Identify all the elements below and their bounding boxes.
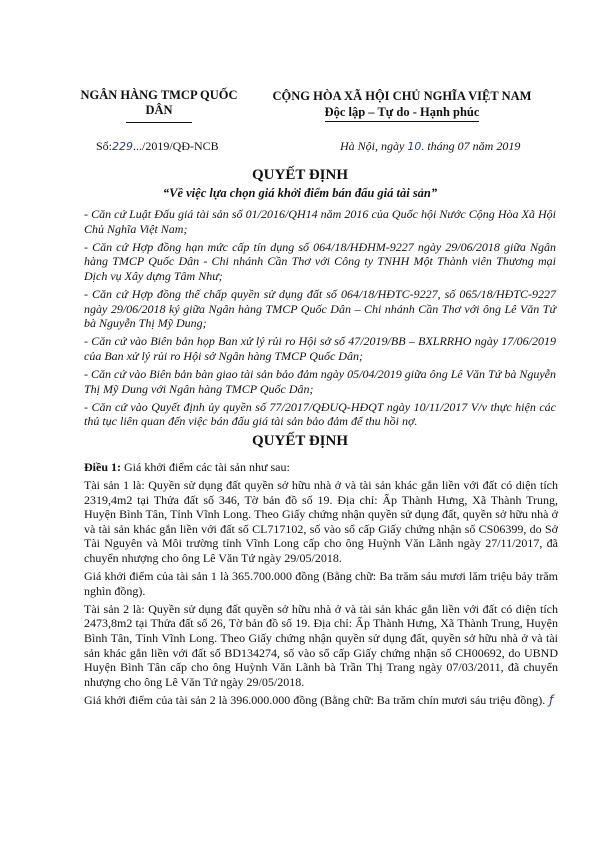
issuer-line-1: NGÂN HÀNG TMCP QUỐC	[80, 88, 238, 102]
legal-basis-item: - Căn cứ Hợp đồng hạn mức cấp tín dụng số 064/18/HĐHM-9227 ngày 29/06/2018 giữa Ngân hàng TMCP Quốc Dân - Chi nhánh Cần Thơ với Công ty TNHH Một Thành viên Thương mại Dịch vụ Xây dựng Tâm Như;	[84, 239, 556, 283]
date-rest: . tháng 07 năm 2019	[421, 139, 521, 153]
date-day-handwritten: 10	[407, 140, 422, 153]
date-prefix: Hà Nội, ngày	[340, 139, 405, 153]
issuer-line-2: DÂN	[145, 103, 173, 117]
legal-basis-item: - Căn cứ Luật Đấu giá tài sản số 01/2016/QH14 năm 2016 của Quốc hội Nước Cộng Hòa Xã Hội Chủ Nghĩa Việt Nam;	[84, 207, 556, 236]
asset-2-price-text: Giá khởi điểm của tài sản 2 là 396.000.000 đồng (Bằng chữ: Ba trăm chín mươi sáu triệu đồng).	[84, 692, 546, 707]
legal-basis-item: - Căn cứ vào Biên bản họp Ban xử lý rủi ro Hội sở số 47/2019/BB – BXLRRHO ngày 17/06/2019 của Ban xử lý rủi ro Hội sở Ngân hàng TMCP Quốc Dân;	[84, 334, 556, 363]
initial-mark: ƒ	[545, 692, 554, 707]
asset-2-description: Tài sản 2 là: Quyền sử dụng đất quyền sở hữu nhà ở và tài sản khác gắn liền với đất có diện tích 2473,8m2 tại Thửa đất số 26, Tờ bản đồ số 19. Địa chỉ: Ấp Thành Hưng, Xã Thành Trung, Huyện Bình Tân, Tỉnh Vĩnh Long. Theo Giấy chứng nhận quyền sử dụng đất, quyền sở hữu nhà ở và tài sản khác gắn liền với đất số BD134274, số vào sổ cấp Giấy chứng nhận số CH00692, do UBND Huyện Bình Tân cấp cho ông Huỳnh Văn Lãnh bà Trần Thị Trang ngày 07/03/2011, đã chuyển nhượng cho ông Lê Văn Tứ ngày 29/05/2018.	[84, 601, 558, 689]
issuer-name	[74, 88, 244, 118]
country-name: CỘNG HÒA XÃ HỘI CHỦ NGHĨA VIỆT NAM	[272, 89, 532, 103]
doc-number-handwritten: 229	[112, 140, 134, 153]
doc-number-suffix: .../2019/QĐ-NCB	[133, 139, 219, 153]
asset-2-price	[84, 693, 558, 708]
asset-1-price: Giá khởi điểm của tài sản 1 là 365.700.000 đồng (Bằng chữ: Ba trăm sáu mươi lăm triệu bảy trăm nghìn đồng).	[84, 569, 558, 598]
document-date	[340, 139, 520, 154]
decision-heading: QUYẾT ĐỊNH	[252, 433, 348, 449]
article-1-intro	[84, 460, 558, 475]
issuer-underline	[126, 122, 192, 123]
decision-body	[84, 460, 558, 711]
decision-title: QUYẾT ĐỊNH	[252, 167, 348, 183]
legal-basis-item: - Căn cứ vào Quyết định ủy quyền số 77/2017/QĐUQ-HĐQT ngày 10/11/2017 V/v thực hiện các thủ tục liên quan đến việc bán đấu giá tài sản bảo đảm để thu hồi nợ.	[84, 399, 556, 429]
national-motto: Độc lập – Tự do - Hạnh phúc	[325, 104, 480, 122]
national-header	[252, 88, 552, 122]
decision-subtitle: “Về việc lựa chọn giá khởi điểm bán đấu giá tài sản”	[162, 186, 438, 200]
legal-basis-item: - Căn cứ vào Biên bản bàn giao tài sản bảo đảm ngày 05/04/2019 giữa ông Lê Văn Tứ bà Nguyễn Thị Mỹ Dung với Ngân hàng TMCP Quốc Dân;	[84, 366, 556, 396]
doc-number-prefix: Số:	[96, 139, 113, 153]
legal-bases-list	[84, 207, 556, 432]
article-1-intro-text: Giá khởi điểm các tài sản như sau:	[121, 460, 290, 474]
legal-basis-item: - Căn cứ Hợp đồng thế chấp quyền sử dụng đất số 064/18/HĐTC-9227, số 065/18/HĐTC-9227 ngày 29/06/2018 ký giữa Ngân hàng TMCP Quốc Dân – Chi nhánh Cần Thơ với ông Lê Văn Tứ bà Nguyễn Thị Mỹ Dung;	[84, 286, 556, 331]
document-number	[96, 139, 219, 154]
asset-1-description: Tài sản 1 là: Quyền sử dụng đất quyền sở hữu nhà ở và tài sản khác gắn liền với đất có diện tích 2319,4m2 tại Thửa đất số 346, Tờ bản đồ số 19. Địa chỉ: Ấp Thành Hưng, Xã Thành Trung, Huyện Bình Tân, Tỉnh Vĩnh Long. Theo Giấy chứng nhận quyền sử dụng đất, quyền sở hữu nhà ở và tài sản khác gắn liền với đất số CL717102, số vào sổ cấp Giấy chứng nhận số CS06399, do Sở Tài Nguyên và Môi trường tỉnh Vĩnh Long cấp cho ông Huỳnh Văn Lãnh ngày 27/11/2017, đã chuyển nhượng cho ông Lê Văn Tứ ngày 29/05/2018.	[84, 478, 558, 566]
article-1-label: Điều 1:	[84, 460, 121, 474]
